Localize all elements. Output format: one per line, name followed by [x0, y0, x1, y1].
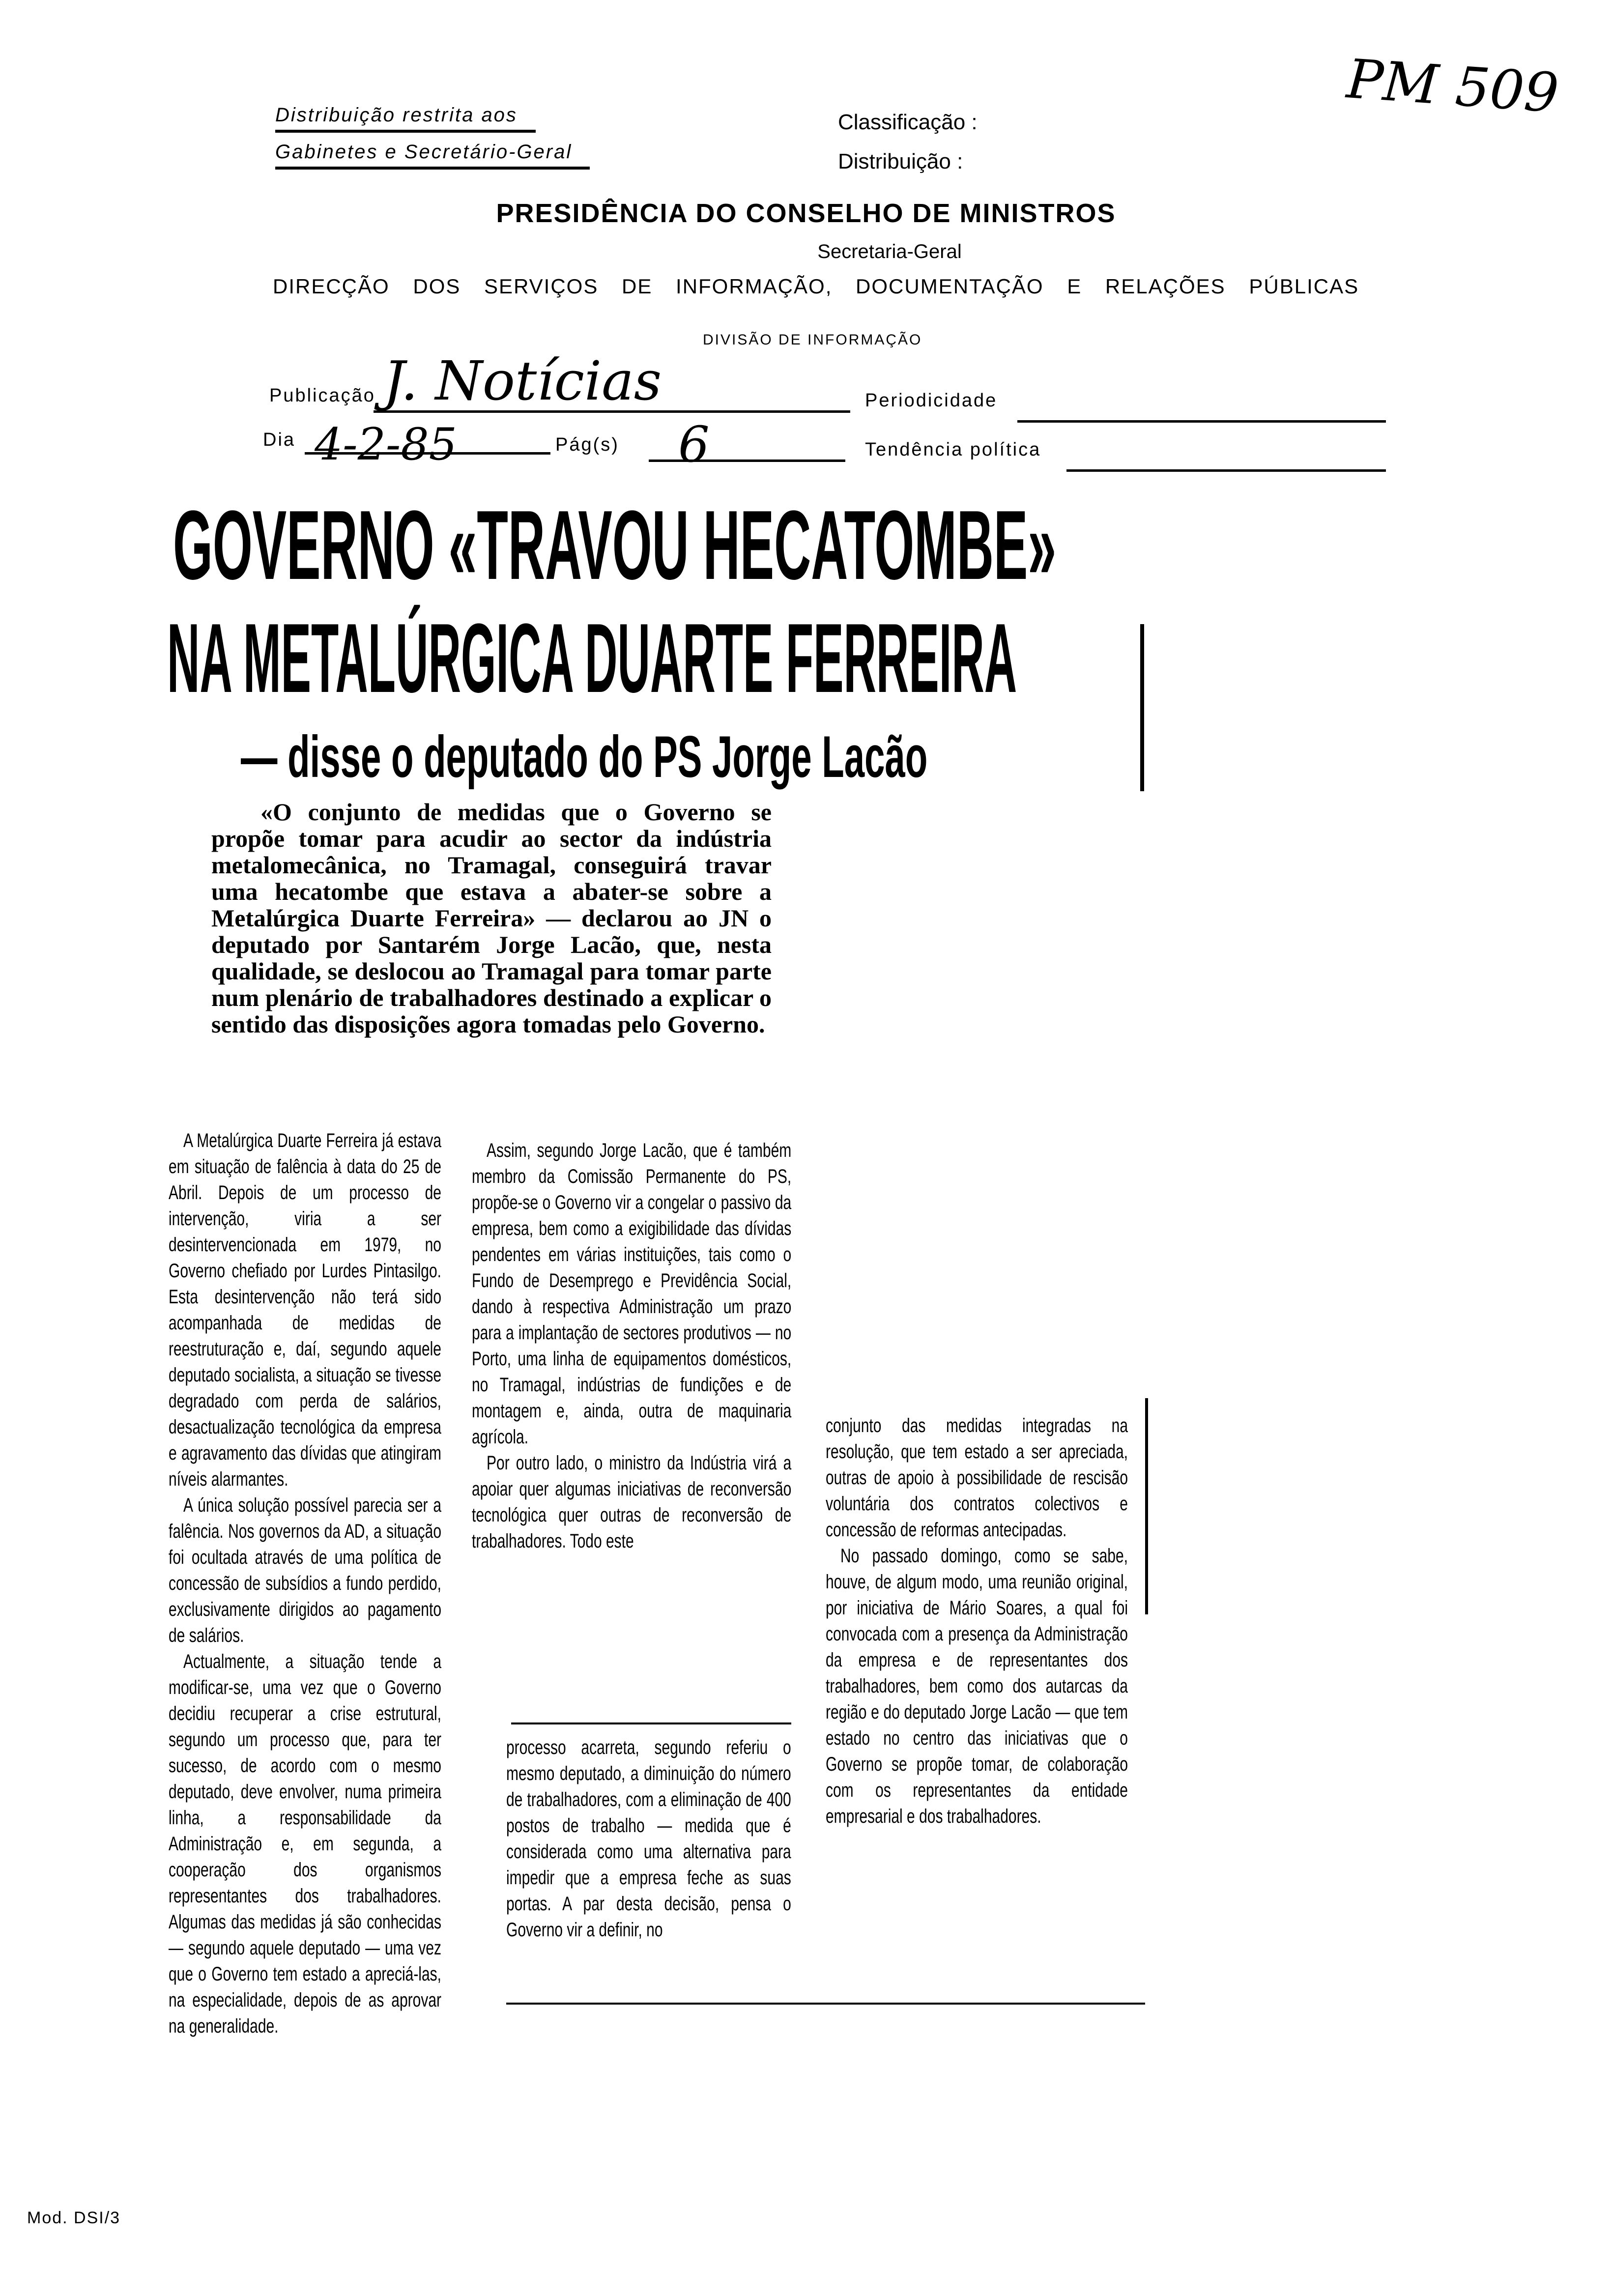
clipping-edge-line — [1140, 624, 1144, 791]
column-divider — [511, 1722, 791, 1724]
pages-handwritten: 6 — [678, 416, 710, 473]
paragraph: Actualmente, a situação tende a modificar-se, uma vez que o Governo decidiu recuperar a crise estrutural, segundo um processo que, para ter sucesso, de acordo com o mesmo deputado, deve envolver, numa primeira linha, a responsabilidade da Administração e, em segunda, a cooperação dos organismos representantes dos trabalhadores. Algumas das medidas já são conhecidas — segundo aquele deputado — uma vez que o Governo tem estado a apreciá-las, na especialidade, depois de as aprovar na generalidade. — [169, 1651, 441, 2037]
corner-handwritten-mark: PM 509 — [1345, 47, 1561, 125]
paragraph: Por outro lado, o ministro da Indústria virá a apoiar quer algumas iniciativas de reconversão tecnológica quer outras de reconversão de trabalhadores. Todo este — [472, 1452, 792, 1552]
periodicity-field-line — [1017, 420, 1386, 423]
day-handwritten: 4-2-85 — [315, 419, 457, 470]
subheadline: — disse o deputado do PS Jorge Lacão — [241, 724, 928, 790]
publication-handwritten: J. Notícias — [383, 349, 662, 412]
article-lede: «O conjunto de medidas que o Governo se propõe tomar para acudir ao sector da indústria metalomecânica, no Tramagal, conseguirá travar uma hecatombe que estava a abater-se sobre a Metalúrgica Duarte Ferreira» — declarou ao JN o deputado por Santarém Jorge Lacão, que, nesta qualidade, se deslocou ao Tramagal para tomar parte num plenário de trabalhadores destinado a explicar o sentido das disposições agora tomadas pelo Governo. — [211, 798, 772, 1038]
pages-label: Pág(s) — [555, 434, 619, 455]
article-column-2-continued-wrapper — [506, 1735, 791, 1943]
classification-label: Classificação : — [838, 110, 978, 134]
distribution-note-2: Gabinetes e Secretário-Geral — [275, 140, 590, 170]
tendency-label: Tendência política — [865, 439, 1041, 460]
distribution-label: Distribuição : — [838, 149, 963, 173]
article-column-1-wrapper — [169, 1128, 441, 2039]
tendency-field-line — [1066, 469, 1386, 472]
paragraph: processo acarreta, segundo referiu o mesmo deputado, a diminuição do número de trabalhadores, com a eliminação de 400 postos de trabalho — medida que é considerada como uma alternativa para impedir que a empresa feche as suas portas. A par desta decisão, pensa o Governo vir a definir, no — [506, 1737, 791, 1941]
distribution-note-1: Distribuição restrita aos — [275, 103, 536, 133]
article-column-1 — [169, 1128, 441, 2039]
publication-label: Publicação — [269, 385, 375, 406]
periodicity-label: Periodicidade — [865, 390, 998, 411]
form-code: Mod. DSI/3 — [27, 2209, 121, 2227]
paragraph: A Metalúrgica Duarte Ferreira já estava em situação de falência à data do 25 de Abril. Depois de um processo de intervenção, viria a ser desintervencionada em 1979, no Governo chefiado por Lurdes Pintasilgo. Esta desintervenção não terá sido acompanhada de medidas de reestruturação e, daí, segundo aquele deputado socialista, a situação se tivesse degradado com perda de salários, desactualização tecnológica da empresa e agravamento das dívidas que atingiram níveis alarmantes. — [169, 1130, 441, 1490]
column-bottom-rule — [506, 2003, 1145, 2005]
division-label: DIVISÃO DE INFORMAÇÃO — [703, 332, 922, 348]
headline-line-1: GOVERNO «TRAVOU HECATOMBE» — [173, 490, 1057, 600]
directorate-line: DIRECÇÃO DOS SERVIÇOS DE INFORMAÇÃO, DOCUMENTAÇÃO E RELAÇÕES PÚBLICAS — [273, 275, 1359, 298]
article-column-3-wrapper — [826, 1413, 1128, 1830]
paragraph: Assim, segundo Jorge Lacão, que é também membro da Comissão Permanente do PS, propõe-se o Governo vir a congelar o passivo da empresa, bem como a exigibilidade das dívidas pendentes em várias instituições, tais como o Fundo de Desemprego e Previdência Social, dando à respectiva Administração um prazo para a implantação de sectores produtivos — no Porto, uma linha de equipamentos domésticos, no Tramagal, indústrias de fundições e de montagem e, ainda, outra de maquinaria agrícola. — [472, 1140, 792, 1448]
paragraph: No passado domingo, como se sabe, houve, de algum modo, uma reunião original, por iniciativa de Mário Soares, a qual foi convocada com a presença da Administração da empresa e de representantes dos trabalhadores, bem como dos autarcas da região e do deputado Jorge Lacão — que tem estado no centro das iniciativas que o Governo se propõe tomar, de colaboração com os representantes da entidade empresarial e dos trabalhadores. — [826, 1545, 1128, 1827]
clipping-edge-line — [1145, 1398, 1148, 1614]
secretariat-subtitle: Secretaria-Geral — [817, 241, 962, 262]
paragraph: A única solução possível parecia ser a falência. Nos governos da AD, a situação foi ocultada através de uma política de concessão de subsídios a fundo perdido, exclusivamente dirigidos ao pagamento de salários. — [169, 1494, 441, 1646]
institution-title: PRESIDÊNCIA DO CONSELHO DE MINISTROS — [496, 199, 1116, 228]
article-column-3 — [826, 1413, 1128, 1830]
article-column-2-continued — [506, 1735, 791, 1943]
day-label: Dia — [263, 430, 296, 450]
article-column-2-wrapper — [472, 1138, 791, 1554]
article-column-2 — [472, 1138, 791, 1554]
headline-line-2: NA METALÚRGICA DUARTE FERREIRA — [167, 603, 1017, 713]
paragraph: conjunto das medidas integradas na resolução, que tem estado a ser apreciada, outras de apoio à possibilidade de rescisão voluntária dos contratos colectivos e concessão de reformas antecipadas. — [826, 1415, 1128, 1541]
